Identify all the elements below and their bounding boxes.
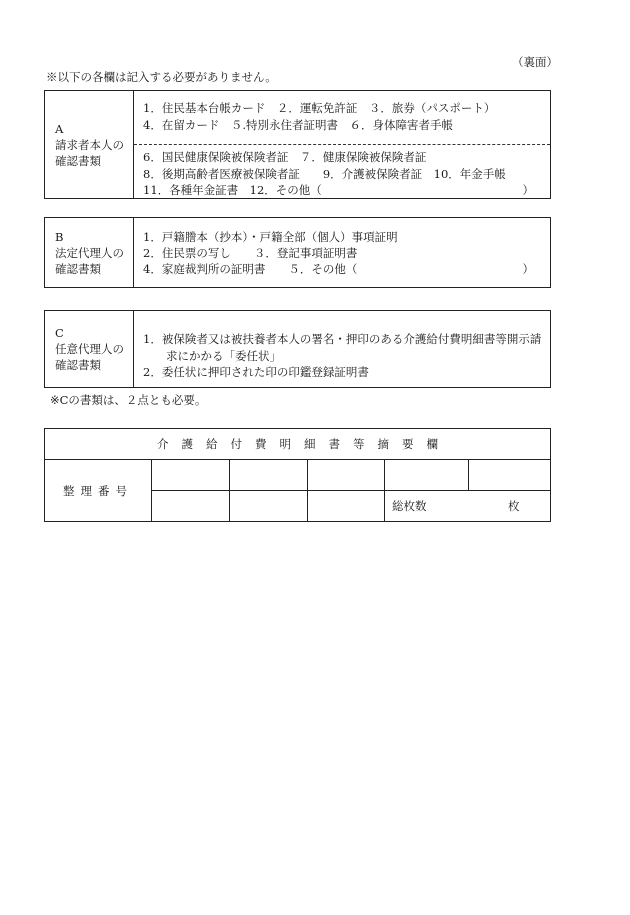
section-a-line-4: 8．後期高齢者医療被保険者証 9．介護被保険者証 10．年金手帳 (143, 167, 506, 181)
section-a-box (44, 90, 551, 199)
summary-table-title: 介護給付費明細書等摘要欄 (45, 429, 550, 460)
section-c-line-3: 2．委任状に押印された印の印鑑登録証明書 (143, 365, 369, 379)
section-b-letter: B (55, 229, 64, 244)
section-a-line-1: 1．住民基本台帳カード ２．運転免許証 ３．旅券（パスポート） (143, 101, 496, 115)
reference-number-cell-5[interactable] (469, 460, 550, 491)
reference-number-cell-2[interactable] (230, 460, 308, 491)
section-c-label (45, 311, 134, 387)
section-b-title-line1: 法定代理人の (55, 245, 124, 260)
section-b-title-line2: 確認書類 (55, 261, 101, 276)
summary-cell-8[interactable] (308, 491, 385, 521)
section-a-line-3: 6．国民健康保険被保険者証 ７．健康保険被保険者証 (143, 150, 427, 164)
total-sheets-cell[interactable] (385, 491, 550, 521)
section-b-paren-close: ） (522, 262, 534, 276)
section-b-line-3: 4．家庭裁判所の証明書 ５．その他（ (143, 262, 358, 276)
summary-cell-6[interactable] (152, 491, 230, 521)
section-a-paren-close: ） (522, 183, 534, 197)
reference-number-cell-1[interactable] (152, 460, 230, 491)
section-b-box (44, 217, 551, 288)
section-a-line-5: 11．各種年金証書 12．その他（ (143, 183, 322, 197)
section-b-content (134, 218, 550, 287)
summary-cell-7[interactable] (230, 491, 308, 521)
section-a-label (45, 91, 134, 198)
section-a-letter: A (55, 121, 64, 136)
section-c-line-1: 1．被保険者又は被扶養者本人の署名・押印のある介護給付費明細書等開示請 (143, 332, 542, 346)
section-c-title-line2: 確認書類 (55, 358, 101, 372)
total-sheets-label: 総枚数 (392, 499, 427, 513)
section-b-line-2: 2．住民票の写し ３．登記事項証明書 (143, 246, 358, 260)
section-a-dashed-divider (134, 144, 550, 145)
section-c-letter: C (55, 326, 64, 340)
section-b-label (45, 218, 134, 287)
note-section-c-both-required: ※Cの書類は、２点とも必要。 (50, 393, 207, 407)
section-a-line-2: 4．在留カード ５.特別永住者証明書 ６．身体障害者手帳 (143, 118, 453, 132)
note-no-entry-required: ※以下の各欄は記入する必要がありません。 (46, 70, 277, 84)
section-a-title-line2: 確認書類 (55, 153, 101, 168)
total-sheets-unit: 枚 (508, 499, 520, 513)
section-c-content (134, 311, 550, 387)
section-c-box (44, 310, 551, 388)
summary-table (44, 428, 551, 522)
section-a-title-line1: 請求者本人の (55, 137, 124, 152)
section-c-line-2: 求にかかる「委任状」 (143, 349, 281, 363)
reference-number-cell-4[interactable] (385, 460, 469, 491)
reference-number-label: 整理番号 (45, 460, 152, 521)
reference-number-cell-3[interactable] (308, 460, 385, 491)
section-c-title-line1: 任意代理人の (55, 342, 124, 356)
section-b-line-1: 1．戸籍謄本（抄本）・戸籍全部（個人）事項証明 (143, 230, 398, 244)
section-a-content (134, 91, 550, 198)
page-side-label: （裏面） (512, 55, 558, 69)
